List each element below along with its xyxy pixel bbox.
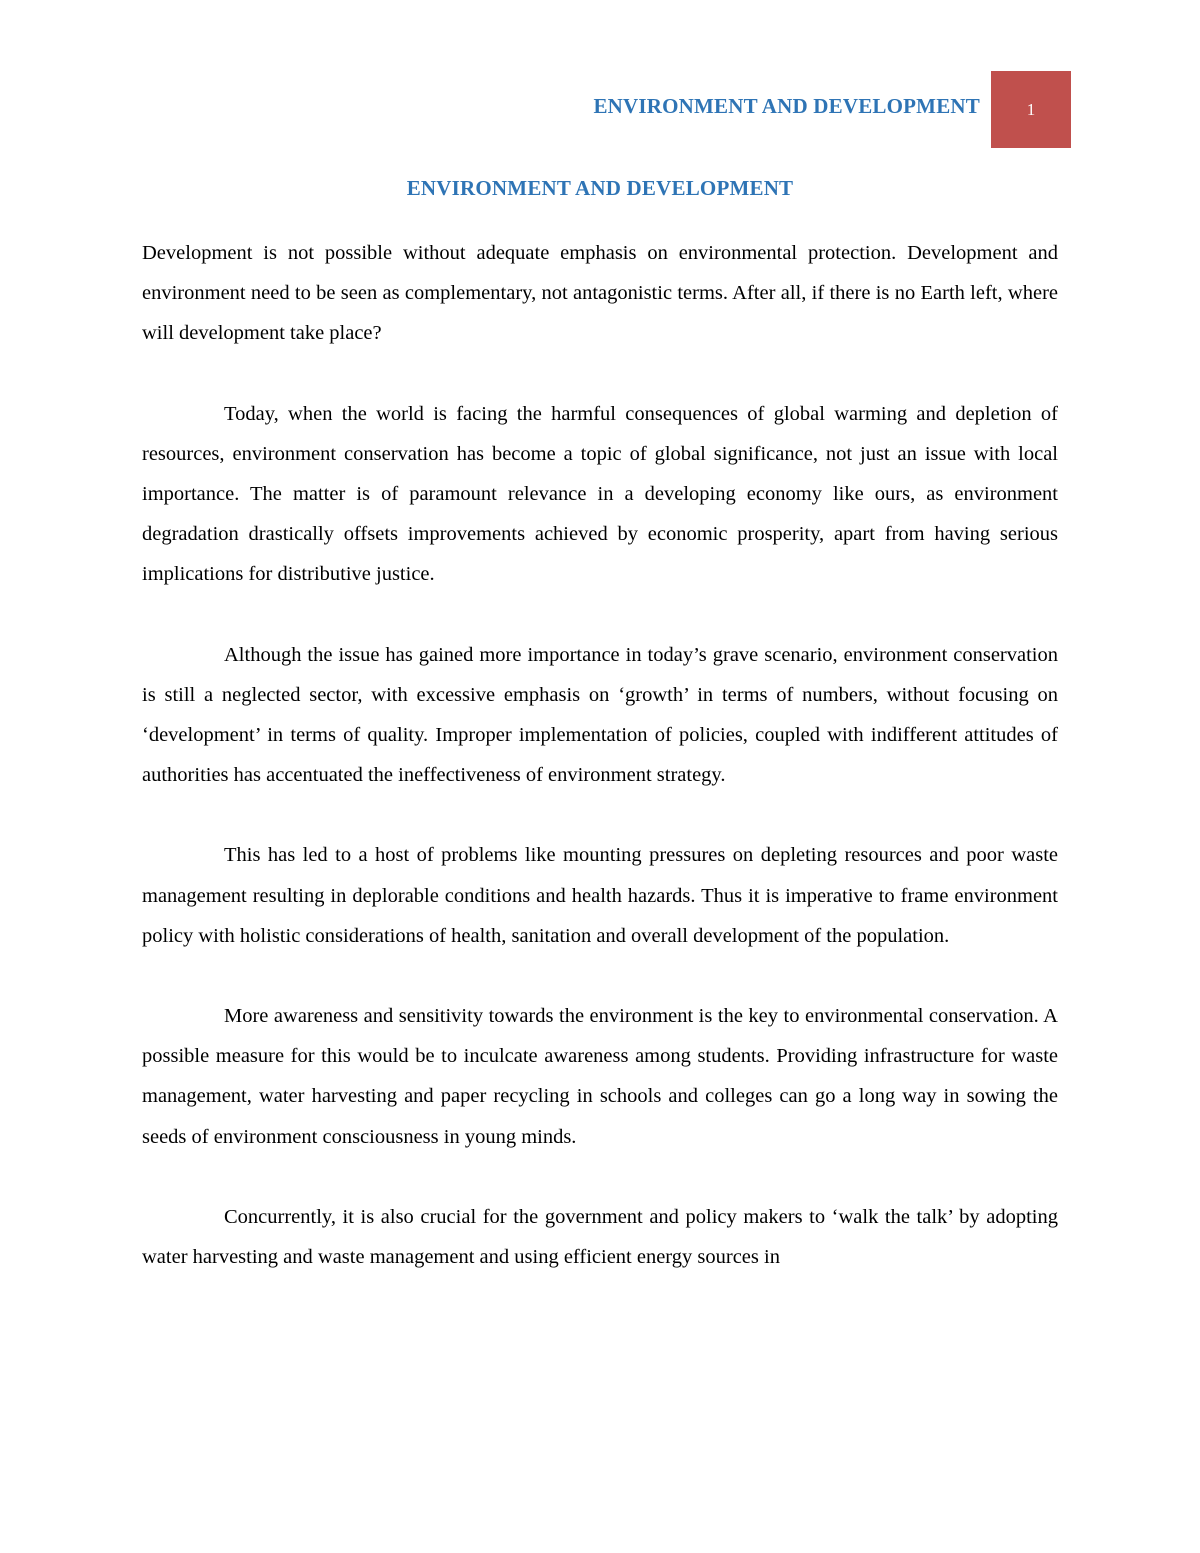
paragraph-government: Concurrently, it is also crucial for the government and policy makers to ‘walk the talk’ by adopting water harvesting and waste management and using efficient energy sources in xyxy=(142,1205,1058,1269)
paragraph-global-warming: Today, when the world is facing the harmful consequences of global warming and depletion of resources, environment conservation has become a topic of global significance, not just an issue with local importance. The matter is of paramount relevance in a developing economy like ours, as environment degradation drastically offsets improvements achieved by economic prosperity, apart from having serious implications for distributive justice. xyxy=(142,402,1058,586)
running-header-title: ENVIRONMENT AND DEVELOPMENT xyxy=(593,94,980,118)
document-title: ENVIRONMENT AND DEVELOPMENT xyxy=(406,176,794,200)
paragraph-neglected-sector: Although the issue has gained more importance in today’s grave scenario, environment conservation is still a neglected sector, with excessive emphasis on ‘growth’ in terms of numbers, without focusing on ‘development’ in terms of quality. Improper implementation of policies, coupled with indifferent attitudes of authorities has accentuated the ineffectiveness of environment strategy. xyxy=(142,643,1058,787)
document-body xyxy=(142,233,1058,1317)
paragraph-intro: Development is not possible without adequate emphasis on environmental protection. Development and environment need to be seen as complementary, not antagonistic terms. After all, if there is no Earth left, where will development take place? xyxy=(142,242,1058,345)
paragraph-awareness: More awareness and sensitivity towards the environment is the key to environmental conservation. A possible measure for this would be to inculcate awareness among students. Providing infrastructure for waste management, water harvesting and paper recycling in schools and colleges can go a long way in sowing the seeds of environment consciousness in young minds. xyxy=(142,1005,1058,1148)
page-number: 1 xyxy=(1026,100,1036,119)
paragraph-problems: This has led to a host of problems like mounting pressures on depleting resources and poor waste management resulting in deplorable conditions and health hazards. Thus it is imperative to frame environment policy with holistic considerations of health, sanitation and overall development of the population. xyxy=(142,844,1058,947)
